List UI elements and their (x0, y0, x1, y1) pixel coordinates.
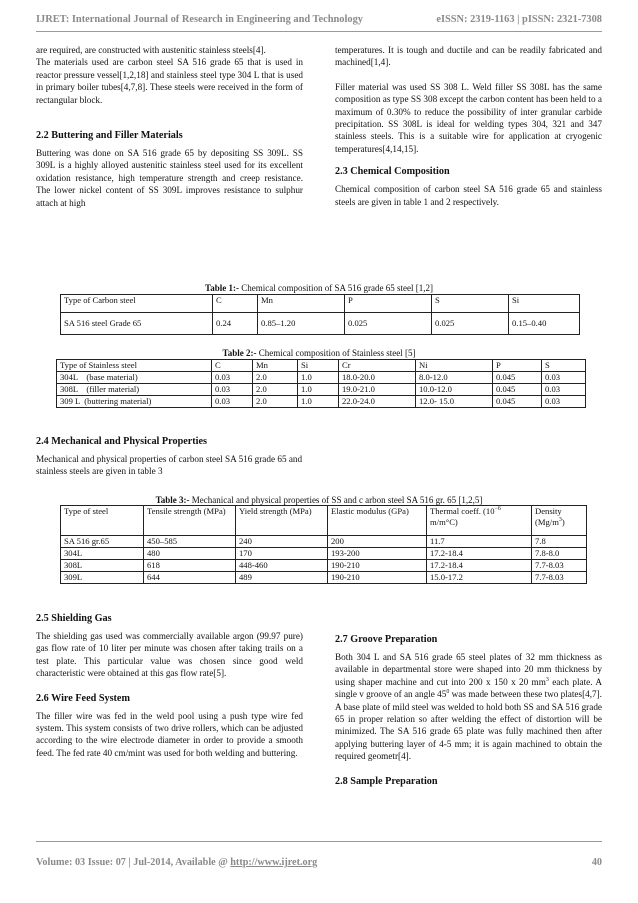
table-cell: Type of Stainless steel (57, 360, 212, 372)
table-cell (427, 506, 532, 536)
section-heading-2-7: 2.7 Groove Preparation (335, 634, 438, 645)
table-cell: 7.8-8.0 (532, 548, 587, 560)
table-row (57, 396, 586, 408)
table-cell: 12.0- 15.0 (416, 396, 493, 408)
table-cell: 0.03 (542, 384, 586, 396)
table-cell: 304L (base material) (57, 372, 212, 384)
table-cell: 0.03 (212, 372, 253, 384)
table-cell: 1.0 (298, 396, 339, 408)
paragraph: Buttering was done on SA 516 grade 65 by depositing SS 309L. SS 309L is a highly alloyed austenitic stainless steel used for its excellent oxidation resistance, high temperature strength and creep resistance. The lower nickel content of SS 309L improves resistance to sulphur attach at high (36, 148, 303, 208)
paragraph: are required, are constructed with austenitic stainless steels[4]. (36, 45, 266, 55)
table-cell: Type of steel (61, 506, 144, 536)
table-cell: 309L (61, 572, 144, 584)
left-column-bottom (36, 612, 303, 759)
footer-link[interactable]: http://www.ijret.org (230, 857, 318, 868)
header-exponent: −6 (494, 506, 501, 512)
table-cell: C (212, 360, 253, 372)
caption-text: Chemical composition of Stainless steel [5] (256, 348, 416, 358)
paragraph: The filler wire was fed in the weld pool using a push type wire fed system. This system consists of two drive rollers, which can be adjusted according to the wire electrode diameter in order to provide a smooth feed. The fed rate 40 cm/mint was used for both welding and buttering. (36, 710, 303, 758)
table-cell: Elastic modulus (GPa) (328, 506, 427, 536)
header-text: Density (535, 506, 562, 516)
table-header-row (57, 360, 586, 372)
table-cell: 309 L (buttering material) (57, 396, 212, 408)
table-row (61, 572, 587, 584)
table-cell: Mn (253, 360, 298, 372)
paragraph: temperatures. It is tough and ductile and can be readily fabricated and machined[1,4]. (335, 45, 602, 68)
caption-text: Mechanical and physical properties of SS and c arbon steel SA 516 gr. 65 [1,2,5] (189, 495, 483, 505)
issn-text: eISSN: 2319-1163 | pISSN: 2321-7308 (436, 14, 602, 25)
table-cell: 10.0-12.0 (416, 384, 493, 396)
table-cell: 0.03 (542, 372, 586, 384)
table-header-row (61, 295, 580, 313)
table-cell: 0.03 (542, 396, 586, 408)
header-text: ) (561, 517, 565, 527)
paragraph: Mechanical and physical properties of carbon steel SA 516 grade 65 and stainless steels are given in table 3 (36, 454, 303, 477)
left-column-top (36, 44, 303, 209)
table-cell: 0.24 (213, 313, 258, 335)
table-cell: 19.0-21.0 (339, 384, 416, 396)
table-cell: 2.0 (253, 396, 298, 408)
paragraph-text: was made between these two plates[4,7]. A base plate of mild steel was welded to hold both SS and SA 516 grade 65 in proper relation so after welding the effect of distortion will be minimized. The SA 516 grade 65 plate was fully machined then after applying buttering layer of 4-5 mm; it is again machined to obtain the required geometr[4]. (335, 689, 602, 762)
table-cell: Ni (416, 360, 493, 372)
section-2-4 (36, 435, 303, 478)
table-cell (532, 506, 587, 536)
table-cell: 1.0 (298, 372, 339, 384)
table-cell: 2.0 (253, 384, 298, 396)
table-row (57, 372, 586, 384)
footer-rule (36, 841, 602, 842)
table-cell: 7.7-8.03 (532, 572, 587, 584)
table-cell: Yield strength (MPa) (236, 506, 328, 536)
table-cell: 8.0-12.0 (416, 372, 493, 384)
section-heading-2-3: 2.3 Chemical Composition (335, 166, 450, 178)
table-cell: Cr (339, 360, 416, 372)
table-cell: 644 (144, 572, 236, 584)
table-cell: SA 516 gr.65 (61, 536, 144, 548)
table-cell: 18.0-20.0 (339, 372, 416, 384)
footer-volume: Volume: 03 Issue: 07 | Jul-2014, Available @ (36, 857, 231, 868)
table-cell: 0.85–1.20 (258, 313, 345, 335)
paragraph: Filler material was used SS 308 L. Weld filler SS 308L has the same composition as type SS 308 except the carbon content has been held to a maximum of 0.30% to reduce the possibility of inter granular carbide precipitation. SS 308L is ideal for welding types 304, 321 and 347 stainless steels. This is a suitable wire for application at cryogenic temperatures[4,14,15]. (335, 81, 602, 154)
table-cell: 190-210 (328, 560, 427, 572)
table-cell: 190-210 (328, 572, 427, 584)
table-cell: Tensile strength (MPa) (144, 506, 236, 536)
caption-text: Chemical composition of SA 516 grade 65 steel [1,2] (238, 283, 433, 293)
table-cell: SA 516 steel Grade 65 (61, 313, 213, 335)
table-cell: P (493, 360, 542, 372)
table-cell: 489 (236, 572, 328, 584)
table-cell: 480 (144, 548, 236, 560)
table-cell: Type of Carbon steel (61, 295, 213, 313)
header-text: m/m°C) (430, 517, 458, 527)
table-row (61, 548, 587, 560)
table-cell: 304L (61, 548, 144, 560)
superscript: 3 (545, 676, 549, 683)
table-cell: 450–585 (144, 536, 236, 548)
table-cell: S (432, 295, 509, 313)
table-cell: C (213, 295, 258, 313)
table-cell: 0.03 (212, 396, 253, 408)
table-header-row (61, 506, 587, 536)
journal-title: IJRET: International Journal of Research in Engineering and Technology (36, 14, 363, 25)
header-text: Thermal coeff. (10 (430, 506, 495, 516)
header-rule (36, 31, 602, 32)
header-text: (Mg/m (535, 517, 559, 527)
table-row (61, 536, 587, 548)
table-cell: 193-200 (328, 548, 427, 560)
table-cell: 200 (328, 536, 427, 548)
table-cell: 7.7-8.03 (532, 560, 587, 572)
table-cell: 0.045 (493, 396, 542, 408)
table-cell: 0.03 (212, 384, 253, 396)
caption-label: Table 3:- (155, 495, 190, 505)
table-cell: Si (509, 295, 580, 313)
caption-label: Table 1:- (205, 283, 239, 293)
table-row (61, 560, 587, 572)
table-cell: 11.7 (427, 536, 532, 548)
section-heading-2-6: 2.6 Wire Feed System (36, 692, 130, 704)
table-2 (56, 359, 586, 408)
table-cell: 618 (144, 560, 236, 572)
table-cell: 170 (236, 548, 328, 560)
table-cell: 308L (61, 560, 144, 572)
section-heading-2-8: 2.8 Sample Preparation (335, 775, 438, 787)
paragraph-text: each plate. A single v groove of an angle 45 (335, 676, 602, 700)
table-2-caption (36, 347, 602, 359)
table-cell: Si (298, 360, 339, 372)
paragraph-text: Both 304 L and SA 516 grade 65 steel plates of 32 mm thickness as available in departmental store were shaped into 20 mm thickness by using shaper machine and cut into 200 x 150 x 20 mm (335, 652, 602, 687)
table-cell: 2.0 (253, 372, 298, 384)
table-cell: 7.8 (532, 536, 587, 548)
paragraph: The materials used are carbon steel SA 516 grade 65 that is used in reactor pressure vessel[1,2,18] and stainless steel type 304 L that is used in primary boiler tubes[4,7,8]. These steels were received in the form of rectangular block. (36, 57, 303, 105)
right-column-bottom (335, 633, 602, 788)
table-cell: 0.045 (493, 384, 542, 396)
section-heading-2-2: 2.2 Buttering and Filler Materials (36, 130, 183, 142)
paragraph: Chemical composition of carbon steel SA 516 grade 65 and stainless steels are given in table 1 and 2 respectively. (335, 184, 602, 207)
table-cell: 15.0-17.2 (427, 572, 532, 584)
table-row (61, 313, 580, 335)
table-1-caption (36, 282, 602, 294)
section-heading-2-4: 2.4 Mechanical and Physical Properties (36, 436, 208, 447)
table-cell: 0.15–0.40 (509, 313, 580, 335)
table-row (57, 384, 586, 396)
table-cell: 22.0-24.0 (339, 396, 416, 408)
table-cell: Mn (258, 295, 345, 313)
right-column-top (335, 44, 602, 208)
table-cell: 0.025 (432, 313, 509, 335)
table-cell: 17.2-18.4 (427, 548, 532, 560)
paragraph (335, 651, 602, 763)
table-cell: 308L (filler material) (57, 384, 212, 396)
caption-label: Table 2:- (222, 348, 257, 358)
table-cell: 0.025 (345, 313, 432, 335)
table-cell: P (345, 295, 432, 313)
running-footer (36, 857, 602, 868)
section-heading-2-5: 2.5 Shielding Gas (36, 613, 112, 624)
table-cell: 448-460 (236, 560, 328, 572)
table-3 (60, 505, 587, 584)
table-1 (60, 294, 580, 335)
table-cell: 17.2-18.4 (427, 560, 532, 572)
table-cell: 0.045 (493, 372, 542, 384)
superscript: 0 (446, 689, 450, 696)
table-cell: 1.0 (298, 384, 339, 396)
table-cell: 240 (236, 536, 328, 548)
table-cell: S (542, 360, 586, 372)
page-number: 40 (591, 857, 602, 868)
header-exponent: 3 (558, 517, 562, 523)
paragraph: The shielding gas used was commercially available argon (99.97 pure) gas flow rate of 10 liter per minute was chosen after taking trails on a test plate. This particular value was chosen since good weld characteristic were obtained at this gas flow rate[5]. (36, 631, 303, 679)
